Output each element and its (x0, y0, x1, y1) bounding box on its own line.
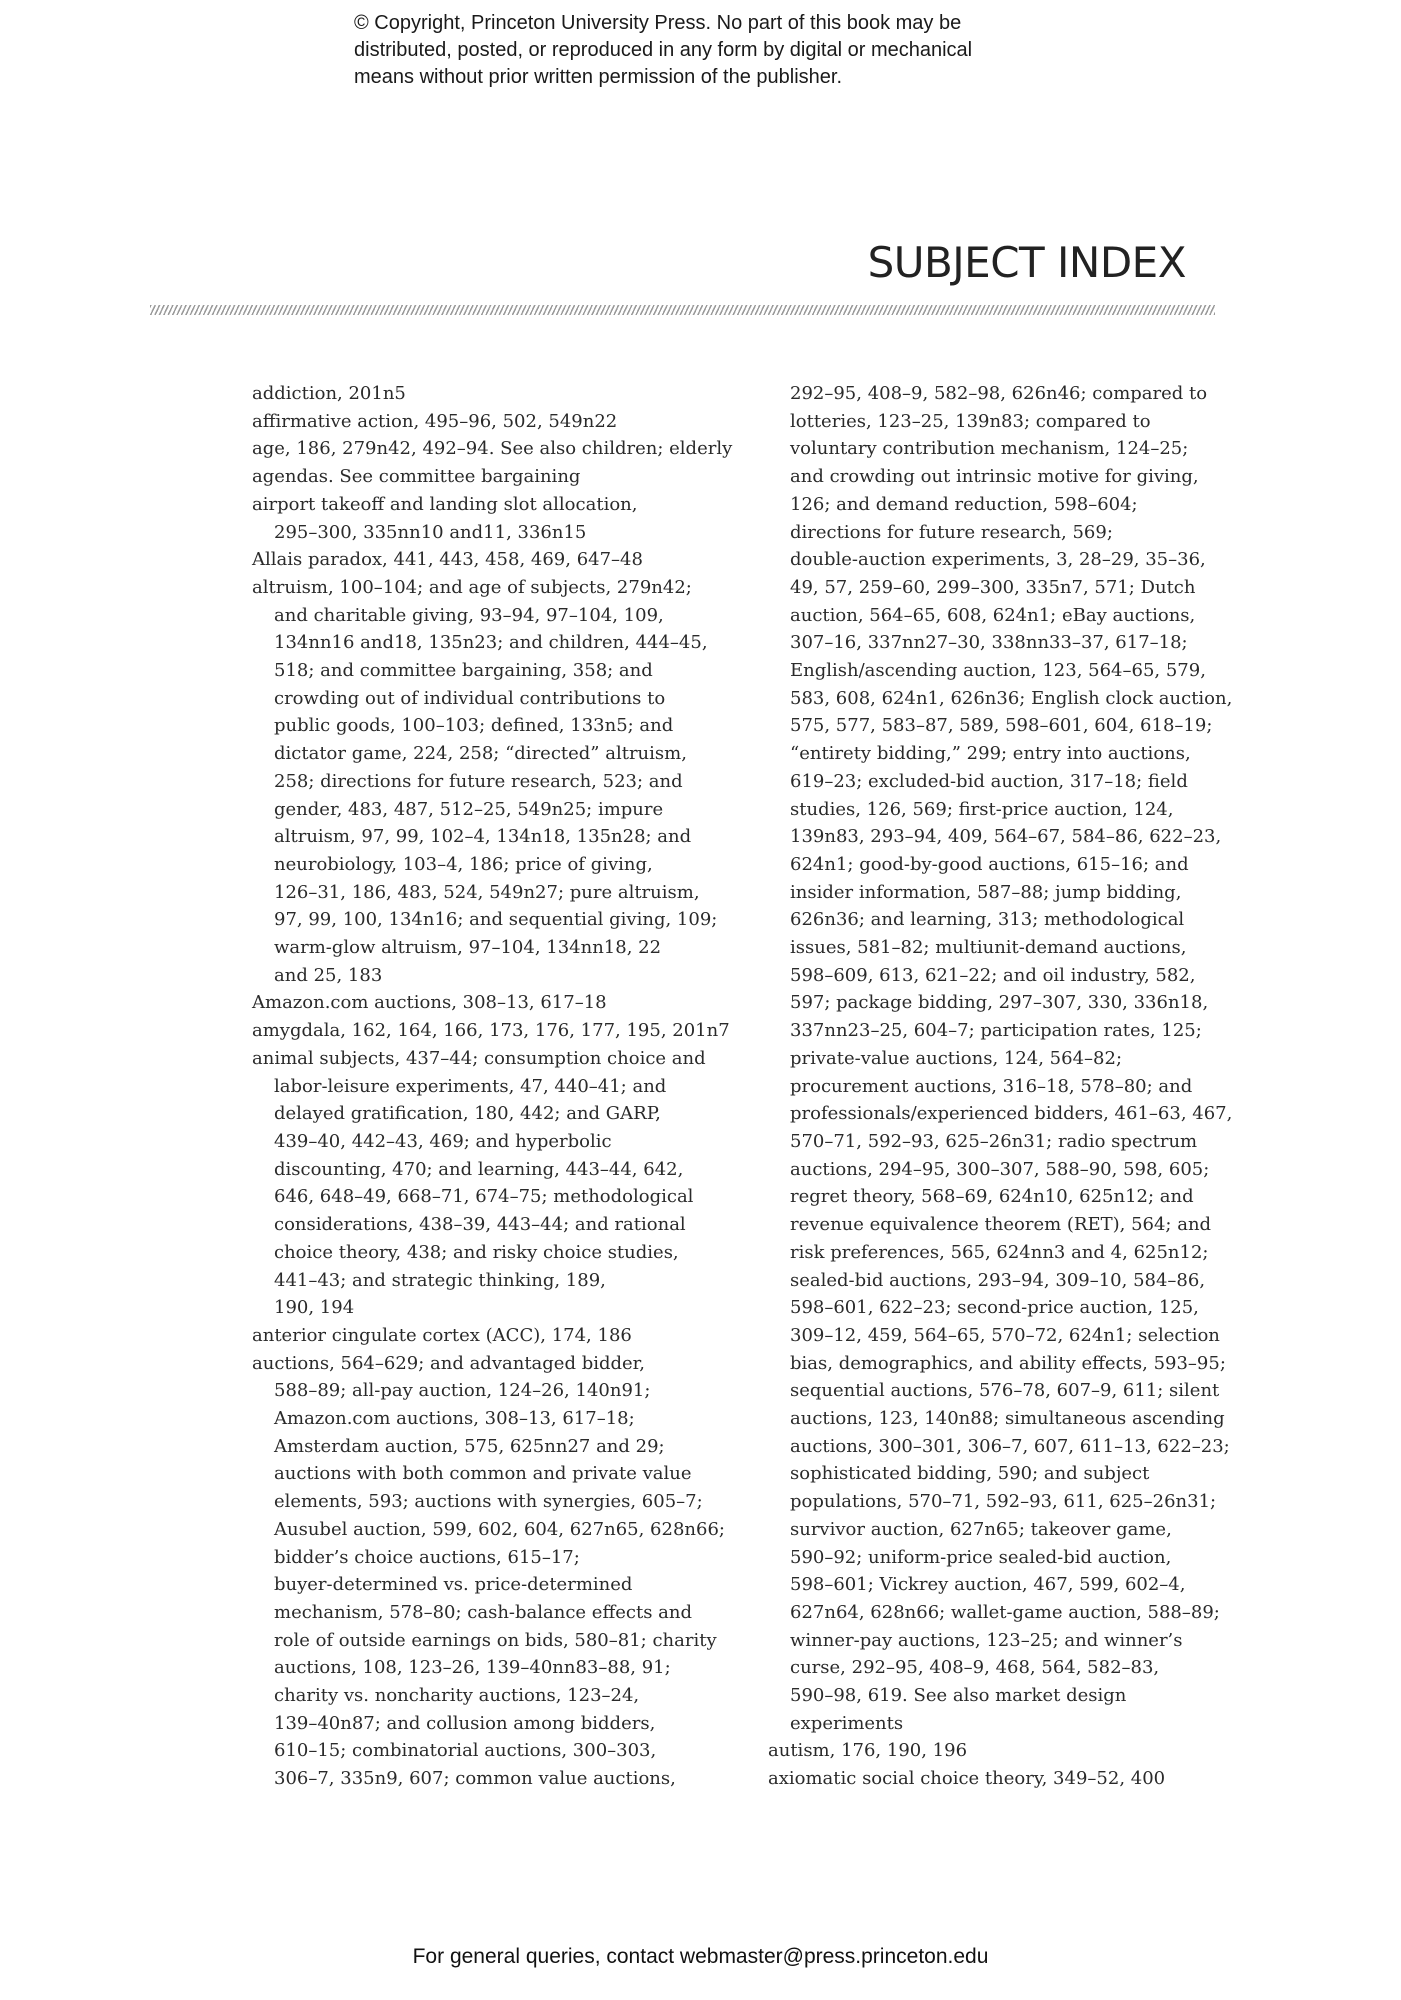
index-entry (768, 1765, 1223, 1793)
index-entry-line: autism, 176, 190, 196 (768, 1740, 968, 1762)
index-entry-line: 139n83, 293–94, 409, 564–67, 584–86, 622–23, (790, 826, 1222, 848)
index-entry-line: axiomatic social choice theory, 349–52, 400 (768, 1768, 1166, 1790)
index-entry-line: labor-leisure experiments, 47, 440–41; and (274, 1075, 667, 1097)
index-entry-line: amygdala, 162, 164, 166, 173, 176, 177, 195, 201n7 (252, 1020, 730, 1042)
index-entry-line: 598–601, 622–23; second-price auction, 125, (790, 1297, 1199, 1319)
copyright-line: distributed, posted, or reproduced in any form by digital or mechanical (354, 39, 973, 61)
index-entry-line: agendas. See committee bargaining (252, 466, 581, 488)
index-entry-line: anterior cingulate cortex (ACC), 174, 186 (252, 1324, 632, 1346)
index-entry (252, 408, 722, 436)
index-entry-line: addiction, 201n5 (252, 383, 406, 404)
index-entry-line: delayed gratification, 180, 442; and GARP, (274, 1103, 661, 1125)
index-entry-line: sophisticated bidding, 590; and subject (790, 1463, 1150, 1485)
index-entry-line: and crowding out intrinsic motive for giving, (790, 466, 1199, 488)
index-entry-line: 134nn16 and18, 135n23; and children, 444–45, (274, 632, 708, 654)
index-entry-line: 590–98, 619. See also market design (790, 1685, 1127, 1707)
index-entry (252, 546, 722, 574)
index-entry (768, 1737, 1223, 1765)
index-entry-line: crowding out of individual contributions to (274, 687, 666, 709)
index-entry-line: bidder’s choice auctions, 615–17; (274, 1546, 580, 1568)
index-entry-line: and charitable giving, 93–94, 97–104, 109, (274, 604, 664, 626)
index-entry-line: altruism, 100–104; and age of subjects, 279n42; (252, 576, 692, 598)
index-entry-line: 598–609, 613, 621–22; and oil industry, 582, (790, 964, 1196, 986)
copyright-notice (354, 10, 1114, 91)
index-entry (252, 1322, 722, 1350)
index-entry-line: auctions, 564–629; and advantaged bidder, (252, 1352, 646, 1374)
index-entry-line: auction, 564–65, 608, 624n1; eBay auctions, (790, 604, 1196, 626)
index-entry-line: 306–7, 335n9, 607; common value auctions, (274, 1768, 676, 1790)
index-entry-line: mechanism, 578–80; cash-balance effects and (274, 1601, 692, 1623)
index-entry-line: altruism, 97, 99, 102–4, 134n18, 135n28; and (274, 826, 692, 848)
index-entry-line: neurobiology, 103–4, 186; price of giving, (274, 853, 653, 875)
copyright-line: © Copyright, Princeton University Press. No part of this book may be (354, 12, 962, 34)
index-entry-line: 295–300, 335nn10 and11, 336n15 (274, 521, 587, 543)
index-entry-line: auctions, 300–301, 306–7, 607, 611–13, 622–23; (790, 1435, 1230, 1457)
index-entry-line: 309–12, 459, 564–65, 570–72, 624n1; selection (790, 1324, 1220, 1346)
index-entry (252, 1350, 725, 1793)
page-title: SUBJECT INDEX (867, 238, 1186, 287)
index-entry-line: double-auction experiments, 3, 28–29, 35–36, (790, 549, 1206, 571)
index-entry (252, 435, 733, 463)
index-entry-line: 597; package bidding, 297–307, 330, 336n18, (790, 992, 1209, 1014)
index-entry-line: affirmative action, 495–96, 502, 549n22 (252, 410, 618, 432)
hatched-divider (150, 305, 1215, 315)
index-entry-line: public goods, 100–103; defined, 133n5; and (274, 715, 674, 737)
index-entry-line: survivor auction, 627n65; takeover game, (790, 1518, 1172, 1540)
index-entry-line: and 25, 183 (274, 964, 383, 986)
index-entry-line: considerations, 438–39, 443–44; and rational (274, 1214, 686, 1236)
index-entry-line: 626n36; and learning, 313; methodological (790, 909, 1185, 931)
index-entry-line: warm-glow altruism, 97–104, 134nn18, 22 (274, 937, 662, 959)
index-entry-line: 518; and committee bargaining, 358; and (274, 660, 653, 682)
index-entry-line: 126; and demand reduction, 598–604; (790, 493, 1138, 515)
index-entry-line: 258; directions for future research, 523; and (274, 770, 683, 792)
index-entry-line: charity vs. noncharity auctions, 123–24, (274, 1685, 640, 1707)
index-entry-line: 441–43; and strategic thinking, 189, (274, 1269, 606, 1291)
copyright-line: means without prior written permission of the publisher. (354, 66, 843, 88)
index-entry-line: “entirety bidding,” 299; entry into auctions, (790, 743, 1191, 765)
index-entry-line: auctions, 108, 123–26, 139–40nn83–88, 91; (274, 1657, 671, 1679)
index-column-right (768, 380, 1233, 1793)
index-entry-line: 126–31, 186, 483, 524, 549n27; pure altruism, (274, 881, 700, 903)
index-entry (252, 463, 722, 491)
index-entry-line: 598–601; Vickrey auction, 467, 599, 602–4, (790, 1574, 1186, 1596)
index-entry-line: revenue equivalence theorem (RET), 564; and (790, 1214, 1212, 1236)
index-entry-line: experiments (790, 1712, 904, 1734)
index-entry-line: 97, 99, 100, 134n16; and sequential giving, 109; (274, 909, 718, 931)
index-entry-line: airport takeoff and landing slot allocation, (252, 493, 638, 515)
index-entry-line: professionals/experienced bidders, 461–63, 467, (790, 1103, 1233, 1125)
index-column-left (252, 380, 733, 1793)
index-entry-line: 292–95, 408–9, 582–98, 626n46; compared to (790, 383, 1208, 404)
index-entry-line: 627n64, 628n66; wallet-game auction, 588–89; (790, 1601, 1220, 1623)
index-entry (252, 1045, 722, 1322)
index-entry-line: auctions, 294–95, 300–307, 588–90, 598, 605; (790, 1158, 1210, 1180)
index-entry (252, 989, 722, 1017)
index-entry-line: 624n1; good-by-good auctions, 615–16; and (790, 853, 1189, 875)
index-entry (252, 574, 722, 990)
index-entry-line: insider information, 587–88; jump bidding, (790, 881, 1182, 903)
index-entry-line: studies, 126, 569; first-price auction, 124, (790, 798, 1174, 820)
index-entry-line: 588–89; all-pay auction, 124–26, 140n91; (274, 1380, 651, 1402)
index-entry-line: 570–71, 592–93, 625–26n31; radio spectrum (790, 1130, 1198, 1152)
index-entry (252, 491, 722, 546)
index-entry-line: 49, 57, 259–60, 299–300, 335n7, 571; Dutch (790, 576, 1196, 598)
index-entry-line: age, 186, 279n42, 492–94. See also children; elderly (252, 438, 733, 460)
index-entry-line: 307–16, 337nn27–30, 338nn33–37, 617–18; (790, 632, 1188, 654)
index-entry-line: 590–92; uniform-price sealed-bid auction, (790, 1546, 1172, 1568)
index-entry-line: curse, 292–95, 408–9, 468, 564, 582–83, (790, 1657, 1160, 1679)
index-entry-line: Amazon.com auctions, 308–13, 617–18 (252, 992, 607, 1014)
index-entry-line: role of outside earnings on bids, 580–81; charity (274, 1629, 717, 1651)
index-entry-line: regret theory, 568–69, 624n10, 625n12; and (790, 1186, 1194, 1208)
index-entry-line: private-value auctions, 124, 564–82; (790, 1047, 1123, 1069)
index-entry-line: sealed-bid auctions, 293–94, 309–10, 584–86, (790, 1269, 1206, 1291)
index-entry-line: risk preferences, 565, 624nn3 and 4, 625n12; (790, 1241, 1209, 1263)
index-entry-line: Amazon.com auctions, 308–13, 617–18; (274, 1408, 635, 1430)
index-entry-line: 575, 577, 583–87, 589, 598–601, 604, 618–19; (790, 715, 1213, 737)
index-entry-line: lotteries, 123–25, 139n83; compared to (790, 410, 1151, 432)
index-entry-line: discounting, 470; and learning, 443–44, 642, (274, 1158, 684, 1180)
index-entry-line: 583, 608, 624n1, 626n36; English clock auction, (790, 687, 1233, 709)
index-entry-line: sequential auctions, 576–78, 607–9, 611; silent (790, 1380, 1220, 1402)
index-entry-line: procurement auctions, 316–18, 578–80; and (790, 1075, 1193, 1097)
index-entry-line: auctions, 123, 140n88; simultaneous ascending (790, 1408, 1225, 1430)
index-entry-line: choice theory, 438; and risky choice studies, (274, 1241, 679, 1263)
index-entry-line: Ausubel auction, 599, 602, 604, 627n65, 628n66; (274, 1518, 725, 1540)
index-entry-line: directions for future research, 569; (790, 521, 1113, 543)
index-entry-line: dictator game, 224, 258; “directed” altruism, (274, 743, 687, 765)
index-entry-line: Allais paradox, 441, 443, 458, 469, 647–48 (252, 549, 643, 571)
index-entry-continuation (768, 380, 1233, 1737)
index-entry-line: issues, 581–82; multiunit-demand auctions, (790, 937, 1187, 959)
index-entry-line: populations, 570–71, 592–93, 611, 625–26n31; (790, 1491, 1217, 1513)
index-entry-line: 439–40, 442–43, 469; and hyperbolic (274, 1130, 612, 1152)
index-entry-line: auctions with both common and private value (274, 1463, 692, 1485)
index-entry-line: English/ascending auction, 123, 564–65, 579, (790, 660, 1206, 682)
index-entry-line: 619–23; excluded-bid auction, 317–18; field (790, 770, 1188, 792)
index-entry-line: buyer-determined vs. price-determined (274, 1574, 633, 1596)
index-entry-line: animal subjects, 437–44; consumption choice and (252, 1047, 706, 1069)
index-entry (252, 380, 722, 408)
index-entry-line: Amsterdam auction, 575, 625nn27 and 29; (274, 1435, 665, 1457)
index-entry-line: bias, demographics, and ability effects, 593–95; (790, 1352, 1226, 1374)
index-entry-line: voluntary contribution mechanism, 124–25; (790, 438, 1189, 460)
index-entry-line: 139–40n87; and collusion among bidders, (274, 1712, 656, 1734)
index-entry-line: 610–15; combinatorial auctions, 300–303, (274, 1740, 657, 1762)
index-entry-line: 646, 648–49, 668–71, 674–75; methodological (274, 1186, 694, 1208)
index-entry-line: gender, 483, 487, 512–25, 549n25; impure (274, 798, 664, 820)
index-entry-line: winner-pay auctions, 123–25; and winner’s (790, 1629, 1183, 1651)
footer-contact: For general queries, contact webmaster@press.princeton.edu (412, 1945, 989, 1968)
index-entry-line: elements, 593; auctions with synergies, 605–7; (274, 1491, 703, 1513)
index-entry (252, 1017, 730, 1045)
index-entry-line: 337nn23–25, 604–7; participation rates, 125; (790, 1020, 1202, 1042)
index-entry-line: 190, 194 (274, 1297, 355, 1319)
